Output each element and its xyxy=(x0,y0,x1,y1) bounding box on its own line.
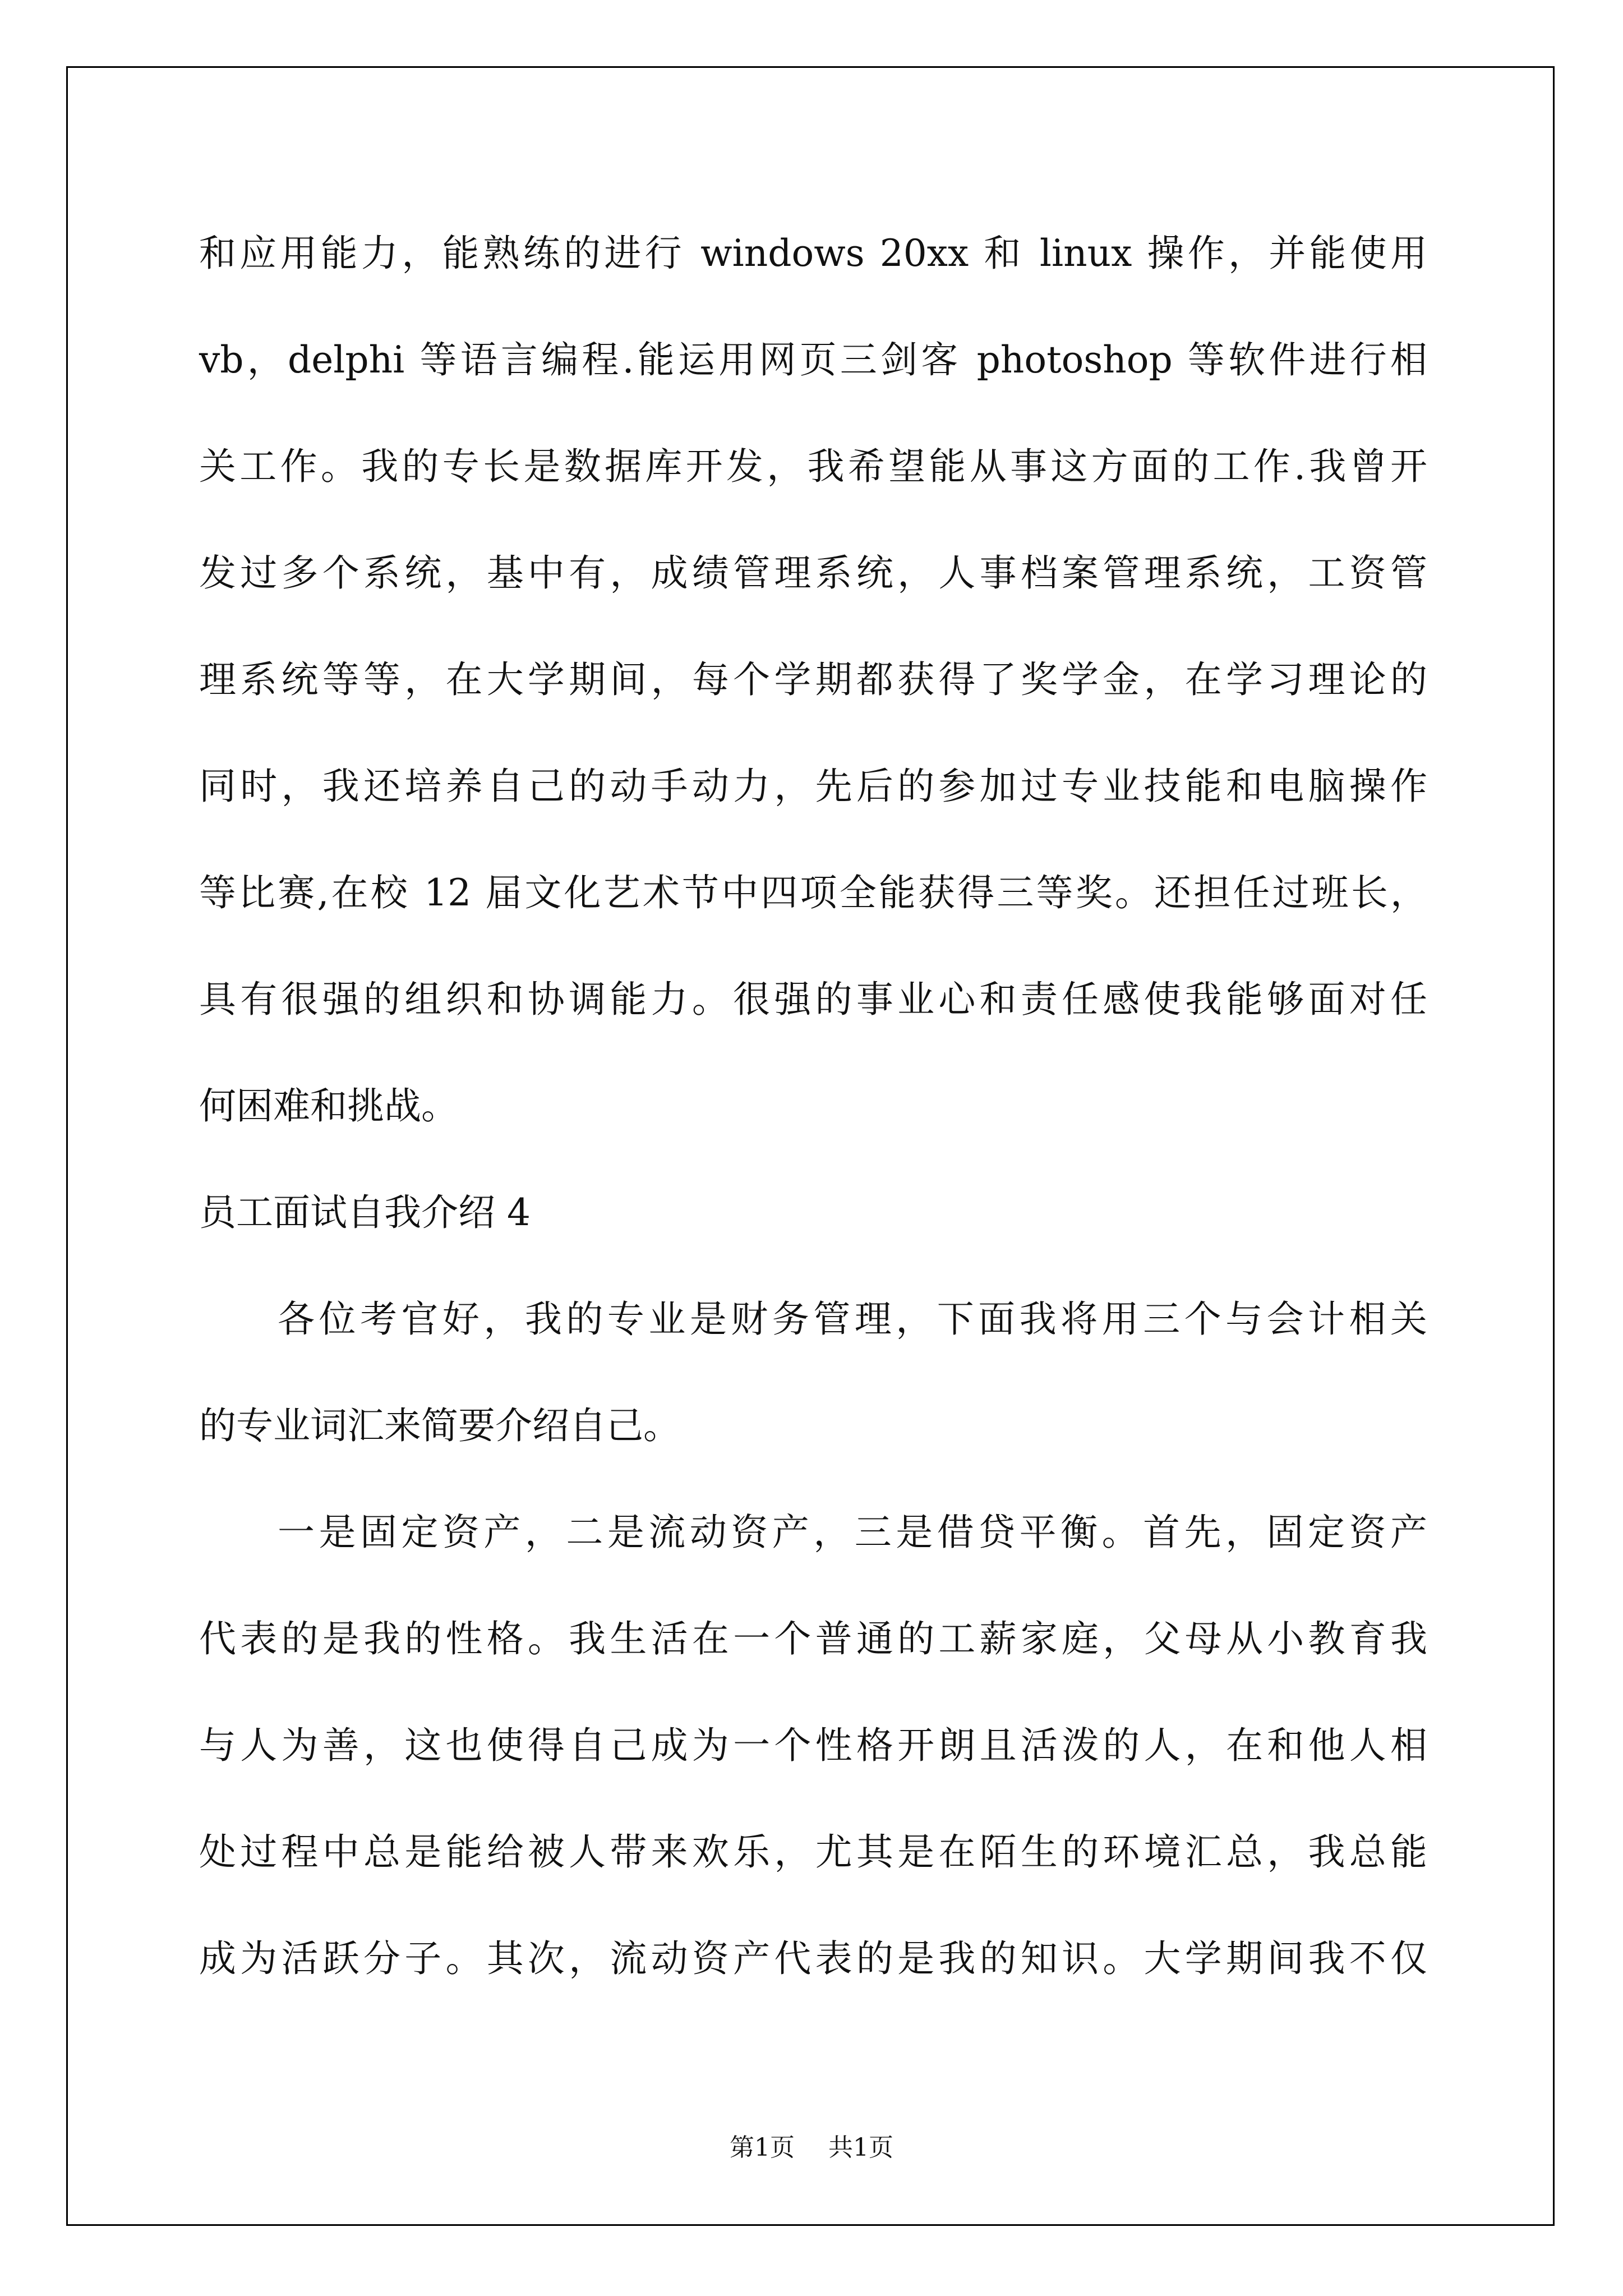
paragraph-line: 的专业词汇来简要介绍自己。 xyxy=(199,1404,680,1447)
paragraph-line: 同时，我还培养自己的动手动力，先后的参加过专业技能和电脑操作 xyxy=(199,765,1427,808)
paragraph-line: 何困难和挑战。 xyxy=(199,1084,458,1128)
paragraph-line: 一是固定资产，二是流动资产，三是借贷平衡。首先，固定资产 xyxy=(278,1511,1427,1554)
paragraph-line: vb，delphi 等语言编程.能运用网页三剑客 photoshop 等软件进行相 xyxy=(199,338,1427,381)
paragraph-line: 理系统等等，在大学期间，每个学期都获得了奖学金，在学习理论的 xyxy=(199,658,1427,701)
paragraph-line: 关工作。我的专长是数据库开发，我希望能从事这方面的工作.我曾开 xyxy=(199,445,1427,488)
page-footer xyxy=(0,2127,1623,2163)
paragraph-line: 各位考官好，我的专业是财务管理，下面我将用三个与会计相关 xyxy=(278,1297,1427,1341)
paragraph-line: 具有很强的组织和协调能力。很强的事业心和责任感使我能够面对任 xyxy=(199,978,1427,1021)
document-body xyxy=(199,220,1427,2032)
paragraph-line: 代表的是我的性格。我生活在一个普通的工薪家庭，父母从小教育我 xyxy=(199,1617,1427,1660)
paragraph-line: 处过程中总是能给被人带来欢乐，尤其是在陌生的环境汇总，我总能 xyxy=(199,1830,1427,1874)
paragraph-line: 等比赛,在校 12 届文化艺术节中四项全能获得三等奖。还担任过班长， xyxy=(199,871,1427,914)
paragraph-line: 发过多个系统，基中有，成绩管理系统，人事档案管理系统，工资管 xyxy=(199,551,1427,595)
paragraph-line: 和应用能力，能熟练的进行 windows 20xx 和 linux 操作，并能使用 xyxy=(199,232,1427,275)
section-heading: 员工面试自我介绍 4 xyxy=(199,1191,531,1234)
page-number: 第1页 xyxy=(730,2133,795,2162)
page-total: 共1页 xyxy=(828,2133,893,2162)
paragraph-line: 与人为善，这也使得自己成为一个性格开朗且活泼的人，在和他人相 xyxy=(199,1724,1427,1767)
paragraph-line: 成为活跃分子。其次，流动资产代表的是我的知识。大学期间我不仅 xyxy=(199,1937,1427,1980)
